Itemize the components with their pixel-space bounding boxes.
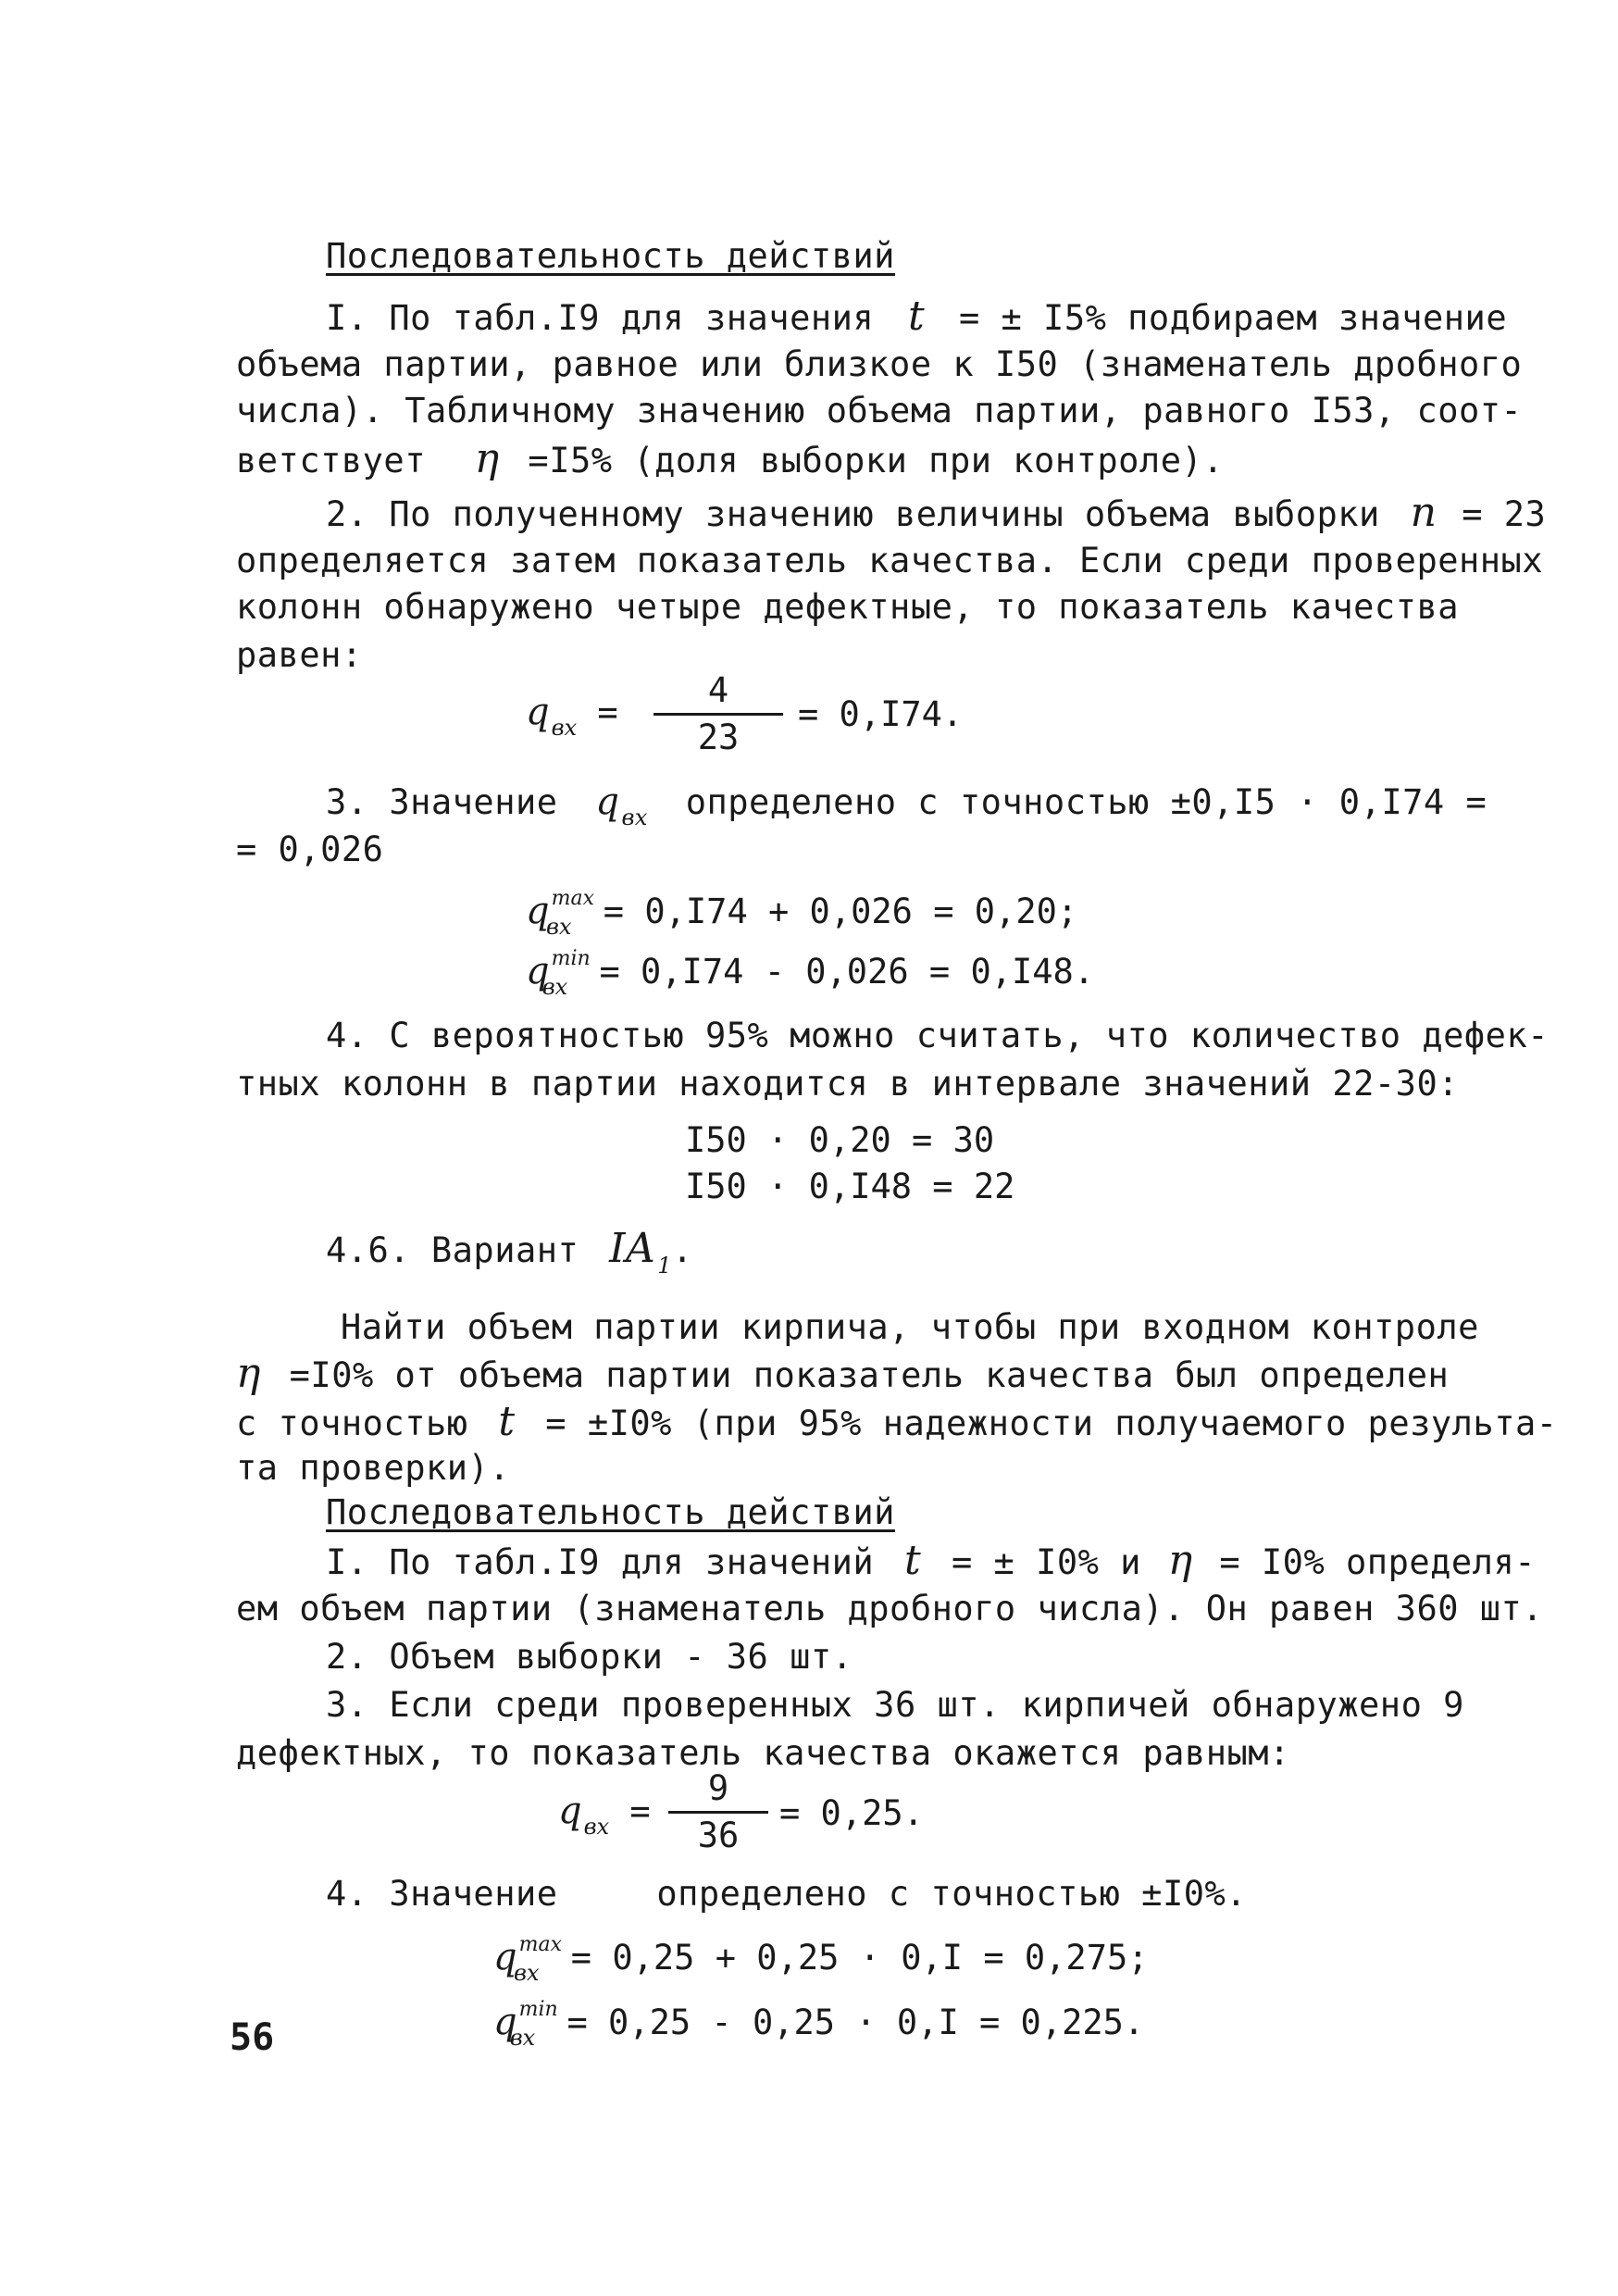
fraction-numerator: 4 — [707, 670, 729, 710]
q-subscript: вх — [509, 2025, 536, 2051]
paragraph-line — [326, 294, 1507, 341]
t-symbol: t — [907, 293, 926, 340]
superscript-max: max — [551, 887, 594, 910]
text-span: 3. Значение — [326, 782, 558, 822]
paragraph-line — [326, 491, 1546, 537]
equals-sign: = — [597, 693, 618, 732]
fraction-denominator: 23 — [697, 718, 740, 757]
superscript-max: max — [518, 1933, 562, 1956]
fraction-numerator: 9 — [707, 1768, 729, 1808]
text-span: определено с точностью ±0,I5 · 0,I74 = — [685, 782, 1487, 822]
paragraph-line: 3. Если среди проверенных 36 шт. кирпичей обнаружено 9 — [326, 1685, 1464, 1725]
text-span: 4. Значение — [326, 1874, 558, 1914]
paragraph-line: 4. С вероятностью 95% можно считать, что количество дефек- — [326, 1016, 1550, 1055]
text-span: с точностью — [236, 1404, 468, 1443]
text-span: . — [672, 1230, 693, 1270]
paragraph-line: равен: — [236, 635, 363, 675]
text-span: I. По табл.I9 для значения — [326, 298, 875, 338]
variant-title — [326, 1227, 693, 1277]
paragraph-line: числа). Табличному значению объема партии, равного I53, соот- — [236, 391, 1523, 430]
fraction-denominator: 36 — [697, 1816, 740, 1855]
text-span: 4.6. Вариант — [326, 1230, 579, 1270]
q-subscript: вх — [621, 805, 648, 830]
text-span: = ±I0% (при 95% надежности получаемого результа- — [545, 1404, 1558, 1443]
q-letter: q — [558, 1790, 582, 1832]
text-span: = 23 — [1462, 494, 1547, 534]
text-span: =I0% от объема партии показатель качества был определен — [289, 1355, 1450, 1395]
variant-subscript: 1 — [657, 1253, 673, 1279]
paragraph-line: колонн обнаружено четыре дефектные, то показатель качества — [236, 587, 1460, 627]
page-number: 56 — [230, 2016, 275, 2059]
equation-rhs: = 0,25 + 0,25 · 0,I = 0,275; — [570, 1938, 1149, 1978]
text-span: =I5% (доля выборки при контроле). — [528, 441, 1225, 480]
q-letter: q — [493, 1936, 517, 1978]
equation-min — [493, 2000, 1144, 2051]
equation-rhs: = 0,I74 - 0,026 = 0,I48. — [599, 952, 1095, 992]
text-span: = ± I0% и — [951, 1542, 1141, 1582]
section-heading: Последовательность действий — [326, 236, 895, 276]
eta-symbol: η — [236, 1350, 261, 1397]
q-subscript: вх — [541, 974, 568, 1000]
t-symbol: t — [498, 1398, 516, 1445]
q-letter: q — [526, 691, 550, 733]
equation-rhs: = 0,I74 + 0,026 = 0,20; — [603, 892, 1078, 931]
paragraph-line: определяется затем показатель качества. Если среди проверенных — [236, 541, 1544, 580]
q-letter: q — [595, 780, 620, 823]
n-symbol: n — [1410, 489, 1438, 536]
text-span: ветствует — [236, 441, 426, 480]
paragraph-line — [236, 437, 1224, 483]
fraction — [653, 670, 783, 758]
paragraph-line — [326, 780, 1487, 829]
equation-result: = 0,25. — [779, 1793, 924, 1833]
q-subscript: вх — [583, 1814, 610, 1840]
equation-rhs: = 0,25 - 0,25 · 0,I = 0,225. — [566, 2003, 1145, 2042]
eta-symbol: η — [474, 435, 500, 482]
equation-result: = 0,I74. — [798, 694, 964, 734]
eta-symbol: η — [1167, 1537, 1193, 1584]
paragraph-line: тных колонн в партии находится в интервале значений 22-30: — [236, 1064, 1460, 1104]
fraction-bar — [653, 713, 783, 716]
paragraph-line: Найти объем партии кирпича, чтобы при входном контроле — [341, 1307, 1479, 1347]
paragraph-line: та проверки). — [236, 1448, 511, 1488]
q-letter: q — [526, 950, 550, 992]
paragraph-line — [326, 1872, 1247, 1916]
paragraph-line: ем объем партии (знаменатель дробного числа). Он равен 360 шт. — [236, 1589, 1544, 1628]
superscript-min: min — [518, 1998, 558, 2021]
paragraph-line — [236, 1400, 1558, 1446]
paragraph-line: дефектных, то показатель качества окажется равным: — [236, 1733, 1290, 1773]
equals-sign: = — [629, 1791, 651, 1831]
text-span: 2. По полученному значению величины объема выборки — [326, 494, 1380, 534]
q-subscript: вх — [546, 914, 572, 940]
q-symbol — [558, 1789, 651, 1838]
text-span: I. По табл.I9 для значений — [326, 1542, 875, 1582]
variant-code: IA — [609, 1225, 656, 1272]
equation-min — [526, 949, 1094, 1000]
paragraph-line: 2. Объем выборки - 36 шт. — [326, 1637, 853, 1677]
q-letter: q — [493, 2001, 517, 2043]
q-letter: q — [526, 890, 550, 932]
equation-max — [526, 889, 1077, 940]
equation-line: I50 · 0,20 = 30 — [685, 1120, 995, 1160]
superscript-min: min — [551, 947, 591, 970]
text-span: = ± I5% подбираем значение — [958, 298, 1508, 338]
paragraph-line: объема партии, равное или близкое к I50 (знаменатель дробного — [236, 344, 1523, 384]
q-subscript: вх — [551, 715, 578, 741]
text-span: определено с точностью ±I0%. — [656, 1874, 1248, 1914]
paragraph-line: = 0,026 — [236, 830, 384, 869]
paragraph-line — [236, 1352, 1449, 1398]
fraction-bar — [668, 1811, 768, 1814]
equation-max — [493, 1935, 1149, 1986]
section-heading: Последовательность действий — [326, 1492, 895, 1532]
equation-line: I50 · 0,I48 = 22 — [685, 1167, 1015, 1206]
t-symbol: t — [903, 1537, 922, 1584]
q-symbol — [526, 690, 618, 739]
paragraph-line — [326, 1539, 1536, 1585]
q-subscript: вх — [514, 1960, 540, 1986]
text-span: = I0% определя- — [1219, 1542, 1536, 1582]
fraction — [668, 1768, 768, 1856]
